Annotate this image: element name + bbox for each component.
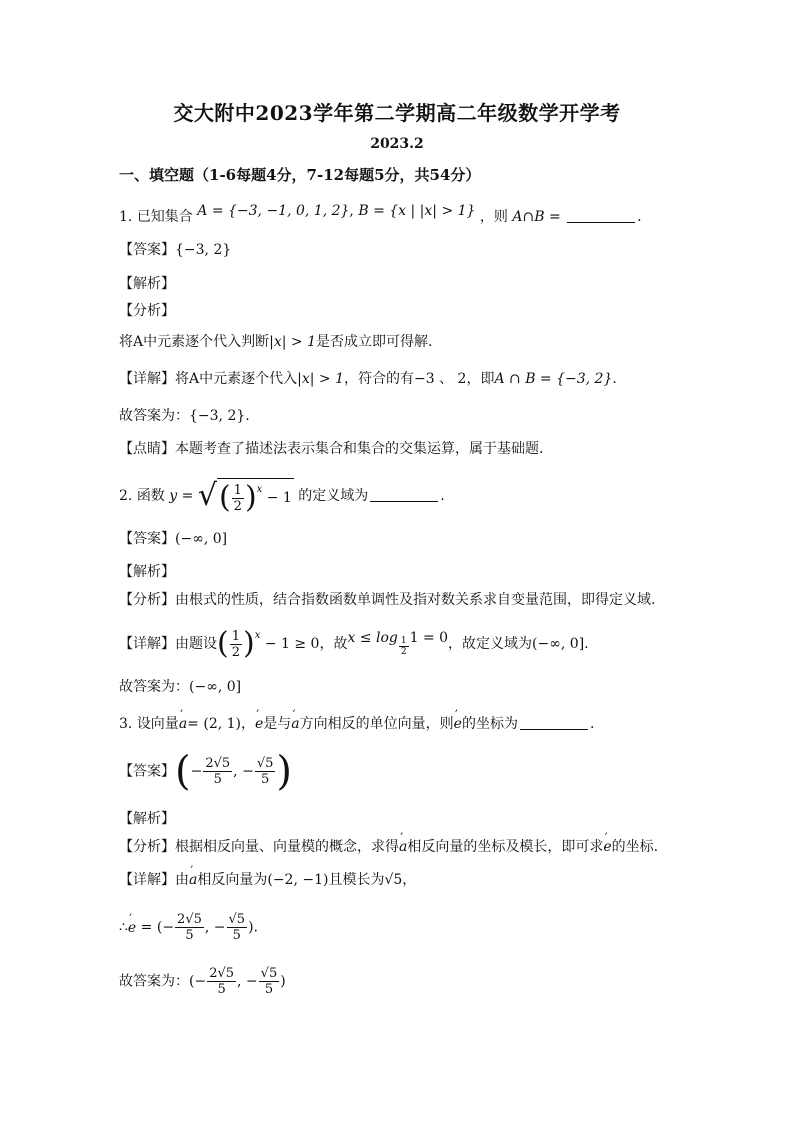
answer-blank <box>567 208 635 223</box>
vector-a: ’ a <box>399 836 407 858</box>
vector-e: ’ e <box>128 917 136 939</box>
math-set-b: B = {x | |x| > 1} <box>358 203 476 219</box>
vector-e: ’ e <box>454 713 462 735</box>
frac-numerator: 2√5 <box>205 756 231 771</box>
answer-label: 【答案】 <box>119 763 175 780</box>
frac-denominator: 2 <box>231 644 240 660</box>
question-text: 函数 <box>136 487 165 504</box>
text: 由 <box>175 872 189 888</box>
q3-therefore: ∴’ e = (− $\frac{2√5}{5}$ , − $\frac{√5}{5}$ ). <box>119 912 734 943</box>
comment-label: 【点睛】 <box>119 441 175 457</box>
answer-blank <box>370 487 438 502</box>
math-inline: = (2, 1) <box>187 716 241 732</box>
exponent: x <box>254 630 261 641</box>
q1-detail <box>119 368 734 390</box>
question-text: 的定义域为 <box>298 487 369 504</box>
frac-denominator: 5 <box>260 772 270 787</box>
q1-answer <box>119 239 734 261</box>
question-text: ，则 <box>479 209 508 225</box>
text: ， <box>402 872 417 888</box>
text: ，故定义域为 <box>448 636 533 652</box>
text: 根据相反向量、向量模的概念，求得 <box>175 839 399 855</box>
answer-label: 【答案】 <box>119 242 175 258</box>
frac-numerator: √5 <box>256 756 274 771</box>
vector-a: ’ a <box>189 869 197 891</box>
detail-label: 【详解】 <box>119 872 175 888</box>
q3-analysis-label: 【解析】 <box>119 811 175 827</box>
vector-e: ’ e <box>255 713 263 735</box>
math-inline: |x| > 1 <box>297 371 344 387</box>
frac-numerator: √5 <box>260 966 278 981</box>
text: 相反向量为 <box>197 872 268 888</box>
question-number: 3. <box>119 716 133 732</box>
q3-fenxi <box>119 836 734 858</box>
frac-denominator: 2 <box>400 647 407 657</box>
text: 方向相反的单位向量，则 <box>299 716 454 732</box>
frac-denominator: 5 <box>232 928 241 943</box>
exponent: x <box>256 484 263 495</box>
frac-denominator: 5 <box>185 928 194 943</box>
question-text: 设向量 <box>136 716 179 732</box>
question-number: 1. <box>119 209 133 225</box>
final-value: {−3, 2} <box>189 408 246 424</box>
q3-final: 故答案为：(− $\frac{2√5}{5}$ , − $\frac{√5}{5}$ ) <box>119 966 286 997</box>
text: 的坐标. <box>611 839 659 855</box>
final-label: 故答案为： <box>119 973 189 990</box>
frac-denominator: 5 <box>213 772 222 787</box>
text: ，即 <box>466 371 495 387</box>
frac-denominator: 5 <box>264 982 274 997</box>
math-inline: 1 = 0 <box>409 630 449 646</box>
math-inline: x ≤ log <box>347 630 398 646</box>
text: 将A中元素逐个代入判断 <box>119 334 270 350</box>
sqrt-expression: √( $\frac{1}{2}$ )$^x$ − 1 <box>197 477 292 515</box>
q2-detail: 【详解】由题设( $\frac{1}{2}$ )$^x$ − 1 ≥ 0，故x ≤ log $\frac{1}{2}$ 1 = 0，故定义域为(−∞, 0]. <box>119 626 589 661</box>
math-inline: − 1 <box>266 490 292 506</box>
text: ， <box>241 716 255 732</box>
math-inline: −3 、 2 <box>414 371 467 387</box>
vector-a: ’ a <box>179 713 187 735</box>
detail-label: 【详解】 <box>119 371 175 387</box>
exam-date: 2023.2 <box>370 136 424 152</box>
answer-value: {−3, 2} <box>175 242 232 258</box>
comment-text: 本题考查了描述法表示集合和集合的交集运算，属于基础题. <box>175 441 544 457</box>
question-number: 2. <box>119 487 133 504</box>
question-3: 3. 设向量’ a= (2, 1)，’ e是与’ a方向相反的单位向量，则’ e的坐标为 . <box>119 713 734 735</box>
text: 是与 <box>263 716 292 732</box>
vector-e: ’ e <box>603 836 611 858</box>
frac-numerator: 2√5 <box>209 966 235 981</box>
text: ，符合的有 <box>344 371 414 387</box>
question-2: 2. 函数 y = √( $\frac{1}{2}$ )$^x$ − 1 的定义域为 . <box>119 477 445 515</box>
q3-detail <box>119 869 734 891</box>
frac-denominator: 5 <box>217 982 226 997</box>
question-text: 已知集合 <box>136 209 193 225</box>
section-heading: 一、填空题（1-6每题4分，7-12每题5分，共54分） <box>119 166 481 184</box>
fenxi-text: 由根式的性质，结合指数函数单调性及指对数关系求自变量范围，即得定义域. <box>175 592 656 608</box>
math-inline: √5 <box>384 872 403 888</box>
final-label: 故答案为： <box>119 679 189 695</box>
therefore-symbol: ∴ <box>119 919 128 936</box>
frac-numerator: 1 <box>400 636 407 646</box>
text: 相反向量的坐标及模长，即可求 <box>407 839 604 855</box>
q1-comment <box>119 438 734 460</box>
frac-numerator: √5 <box>228 912 246 927</box>
frac-numerator: 1 <box>231 628 240 644</box>
final-value: (−∞, 0] <box>189 679 242 695</box>
answer-blank <box>520 715 588 730</box>
math-inline: A ∩ B = {−3, 2} <box>494 371 613 387</box>
detail-label: 【详解】 <box>119 636 175 652</box>
math-inline: (−2, −1) <box>267 872 329 888</box>
q1-fenxi-label: 【分析】 <box>119 303 175 319</box>
text: 且模长为 <box>328 872 385 888</box>
q1-final: 故答案为：{−3, 2}. <box>119 408 250 424</box>
text: 由题设 <box>175 636 217 652</box>
text: . <box>612 371 617 387</box>
text: 将A中元素逐个代入 <box>175 371 298 387</box>
math-set-a: A = {−3, −1, 0, 1, 2} <box>197 203 350 219</box>
frac-numerator: 1 <box>233 482 242 498</box>
math-inline: − 1 ≥ 0 <box>264 636 320 652</box>
q1-analysis-label: 【解析】 <box>119 276 175 292</box>
answer-label: 【答案】 <box>119 531 175 547</box>
q2-final <box>119 676 734 698</box>
q3-answer: 【答案】(− $\frac{2√5}{5}$ , − $\frac{√5}{5}$ ) <box>119 748 292 795</box>
text: 的坐标为 <box>461 716 518 732</box>
math-ask: A∩B = <box>512 209 561 225</box>
frac-denominator: 2 <box>233 498 242 514</box>
q2-analysis-label: 【解析】 <box>119 564 175 580</box>
vector-a: ’ a <box>291 713 299 735</box>
fenxi-label: 【分析】 <box>119 592 175 608</box>
math-inline: y = <box>169 487 194 504</box>
q2-answer <box>119 528 734 550</box>
q2-fenxi <box>119 589 734 611</box>
text: ，故 <box>319 636 348 652</box>
text: 是否成立即可得解. <box>316 334 433 350</box>
math-inline: (−∞, 0] <box>532 636 585 652</box>
question-1: 1. 已知集合 A = {−3, −1, 0, 1, 2}, B = {x | |x| > 1} ，则 A∩B = . <box>119 203 642 225</box>
fenxi-label: 【分析】 <box>119 839 175 855</box>
frac-numerator: 2√5 <box>177 912 202 927</box>
q1-fenxi-text <box>119 331 734 353</box>
page-title: 交大附中2023学年第二学期高二年级数学开学考 <box>173 101 621 125</box>
answer-value: (−∞, 0] <box>175 531 228 547</box>
math-inline: |x| > 1 <box>269 334 316 350</box>
final-label: 故答案为： <box>119 408 189 424</box>
math-inline: = (− <box>140 919 175 936</box>
